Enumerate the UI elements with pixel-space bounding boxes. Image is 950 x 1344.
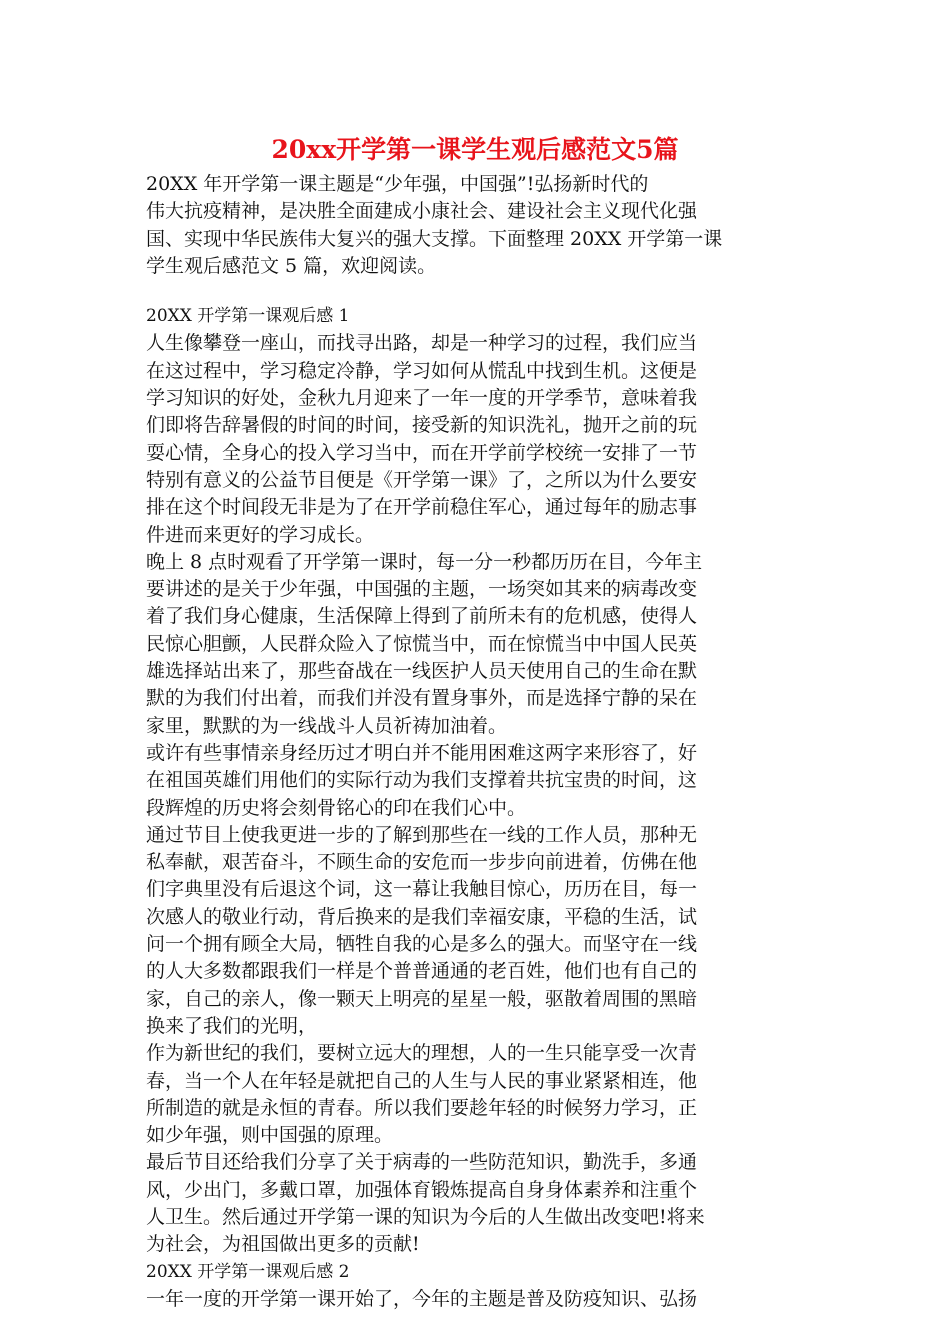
document-body bbox=[146, 171, 811, 1313]
text-line: 默的为我们付出着，而我们并没有置身事外，而是选择宁静的呆在 bbox=[146, 687, 698, 710]
text-line: 们字典里没有后退这个词，这一幕让我触目惊心，历历在目，每一 bbox=[146, 878, 698, 901]
text-line: 晚上 8 点时观看了开学第一课时，每一分一秒都历历在目，今年主 bbox=[146, 550, 703, 573]
text-line: 要讲述的是关于少年强，中国强的主题，一场突如其来的病毒改变 bbox=[146, 578, 698, 601]
text-line: 雄选择站出来了，那些奋战在一线医护人员天使用自己的生命在默 bbox=[146, 660, 698, 683]
text-line: 通过节目上使我更进一步的了解到那些在一线的工作人员，那种无 bbox=[146, 823, 698, 846]
text-line: 最后节目还给我们分享了关于病毒的一些防范知识，勤洗手，多通 bbox=[146, 1151, 698, 1174]
text-line: 学生观后感范文 5 篇，欢迎阅读。 bbox=[146, 254, 437, 277]
text-line: 作为新世纪的我们，要树立远大的理想，人的一生只能享受一次青 bbox=[146, 1042, 698, 1065]
text-line: 在这过程中，学习稳定冷静，学习如何从慌乱中找到生机。这便是 bbox=[146, 359, 698, 382]
text-line: 在祖国英雄们用他们的实际行动为我们支撑着共抗宝贵的时间，这 bbox=[146, 769, 698, 792]
text-line: 民惊心胆颤，人民群众险入了惊慌当中，而在惊慌当中中国人民英 bbox=[146, 632, 698, 655]
text-line: 人生像攀登一座山，而找寻出路，却是一种学习的过程，我们应当 bbox=[146, 332, 698, 355]
text-line: 学习知识的好处，金秋九月迎来了一年一度的开学季节，意味着我 bbox=[146, 387, 698, 410]
text-line: 或许有些事情亲身经历过才明白并不能用困难这两字来形容了，好 bbox=[146, 741, 698, 764]
text-line: 家，自己的亲人，像一颗天上明亮的星星一般，驱散着周围的黑暗 bbox=[146, 987, 698, 1010]
section-heading: 20XX 开学第一课观后感 1 bbox=[146, 306, 350, 327]
text-line: 如少年强，则中国强的原理。 bbox=[146, 1124, 394, 1147]
section-heading: 20XX 开学第一课观后感 2 bbox=[146, 1261, 350, 1282]
text-line: 的人大多数都跟我们一样是个普普通通的老百姓，他们也有自己的 bbox=[146, 960, 698, 983]
text-line: 国、实现中华民族伟大复兴的强大支撑。下面整理 20XX 开学第一课 bbox=[146, 227, 723, 250]
text-line: 排在这个时间段无非是为了在开学前稳住军心，通过每年的励志事 bbox=[146, 496, 698, 519]
text-line: 耍心情，全身心的投入学习当中，而在开学前学校统一安排了一节 bbox=[146, 441, 698, 464]
text-line: 着了我们身心健康，生活保障上得到了前所未有的危机感，使得人 bbox=[146, 605, 698, 628]
text-line: 20XX 年开学第一课主题是“少年强，中国强”!弘扬新时代的 bbox=[146, 173, 649, 195]
blank-line bbox=[146, 280, 811, 303]
text-line: 段辉煌的历史将会刻骨铭心的印在我们心中。 bbox=[146, 796, 527, 819]
text-line: 人卫生。然后通过开学第一课的知识为今后的人生做出改变吧!将来 bbox=[146, 1205, 705, 1228]
text-line: 问一个拥有顾全大局，牺牲自我的心是多么的强大。而坚守在一线 bbox=[146, 933, 698, 956]
text-line: 次感人的敬业行动，背后换来的是我们幸福安康，平稳的生活，试 bbox=[146, 905, 698, 928]
text-line: 特别有意义的公益节目便是《开学第一课》了，之所以为什么要安 bbox=[146, 468, 698, 491]
text-line: 伟大抗疫精神，是决胜全面建成小康社会、建设社会主义现代化强 bbox=[146, 200, 698, 223]
text-line: 换来了我们的光明， bbox=[146, 1014, 318, 1037]
text-line: 家里，默默的为一线战斗人员祈祷加油着。 bbox=[146, 714, 508, 737]
text-line: 一年一度的开学第一课开始了，今年的主题是普及防疫知识、弘扬 bbox=[146, 1287, 698, 1310]
document-title: 20xx开学第一课学生观后感范文5篇 bbox=[271, 135, 679, 164]
text-line: 为社会，为祖国做出更多的贡献! bbox=[146, 1233, 420, 1256]
text-line: 所制造的就是永恒的青春。所以我们要趁年轻的时候努力学习，正 bbox=[146, 1096, 698, 1119]
text-line: 件进而来更好的学习成长。 bbox=[146, 523, 375, 546]
text-line: 风，少出门，多戴口罩，加强体育锻炼提高自身身体素养和注重个 bbox=[146, 1178, 698, 1201]
text-line: 私奉献，艰苦奋斗，不顾生命的安危而一步步向前进着，仿佛在他 bbox=[146, 851, 698, 874]
text-line: 春，当一个人在年轻是就把自己的人生与人民的事业紧紧相连，他 bbox=[146, 1069, 698, 1092]
text-line: 们即将告辞暑假的时间的时间，接受新的知识洗礼，抛开之前的玩 bbox=[146, 414, 698, 437]
